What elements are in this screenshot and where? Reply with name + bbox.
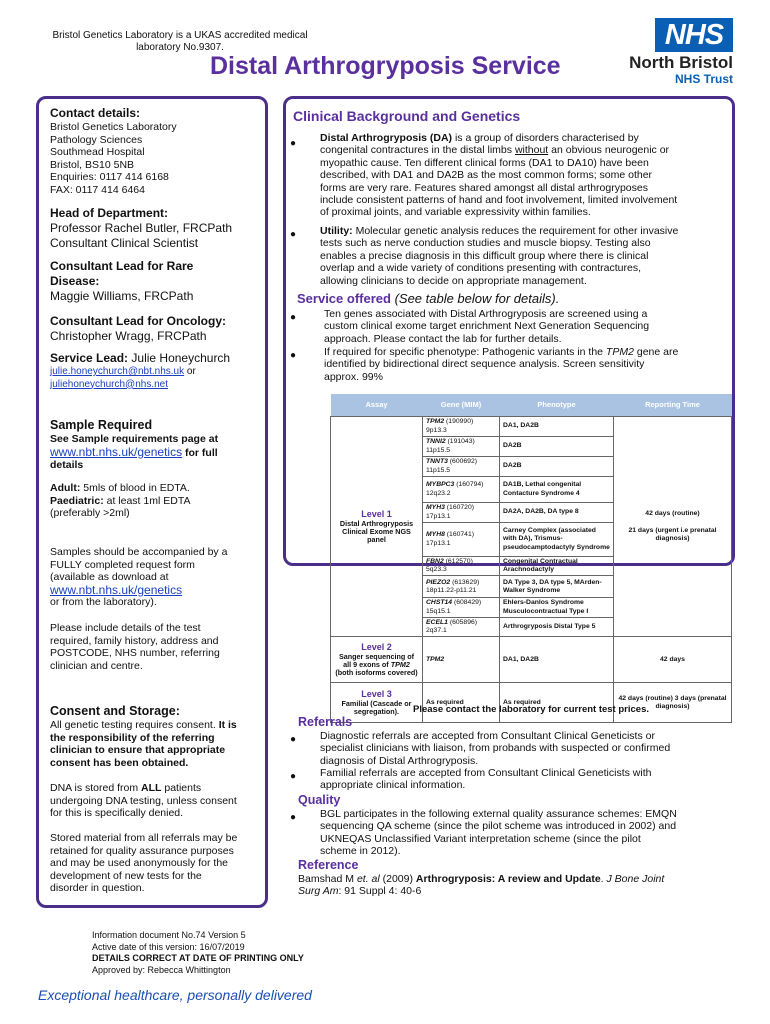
referrals-bullet-1 xyxy=(320,730,722,767)
ref-dot: . xyxy=(600,873,607,885)
da-line: myopathic cause. Ten different clinical forms (DA1 to DA10) have been xyxy=(320,156,649,169)
gene-mim: (605896) xyxy=(449,618,478,626)
accompanied-line: Samples should be accompanied by a xyxy=(50,546,228,558)
sample-link[interactable]: www.nbt.nhs.uk/genetics xyxy=(50,444,183,459)
da-line: include consistent patterns of hand and foot involvement, limited involvement xyxy=(320,194,678,207)
storage-section xyxy=(50,832,265,895)
referrals-line: diagnosis of Distal Arthrogryposis. xyxy=(320,754,479,767)
contact-line: Enquiries: 0117 414 6168 xyxy=(50,171,169,184)
gene-mim: (160741) xyxy=(446,531,474,539)
gene-name: FBN2 xyxy=(426,558,444,565)
referrals-bullet-2 xyxy=(320,767,722,792)
assay-table-wrapper xyxy=(330,394,732,723)
accompanied-section xyxy=(50,546,265,609)
contact-line: Bristol, BS10 5NB xyxy=(50,158,135,171)
footer xyxy=(92,930,304,976)
email-link-1[interactable]: julie.honeychurch@nbt.nhs.uk xyxy=(50,366,185,377)
utility-line: overlap and a wide variety of conditions presenting with contractures, xyxy=(320,262,642,275)
level1-time-cell xyxy=(614,417,732,637)
utility-term: Utility: xyxy=(320,225,353,237)
stored-line: Stored material from all referrals may be xyxy=(50,832,238,844)
gene-name: TPM2 xyxy=(426,418,445,426)
contact-line: Pathology Sciences xyxy=(50,133,143,146)
approved-by: Approved by: Rebecca Whittington xyxy=(92,964,231,975)
reference-text xyxy=(298,873,728,898)
table-header: Reporting Time xyxy=(614,394,732,417)
include-line: clinician and centre. xyxy=(50,659,143,672)
table-header: Assay xyxy=(331,394,423,417)
stored-line: disorder in question. xyxy=(50,882,145,895)
ref-year: (2009) xyxy=(379,873,416,885)
dna-post: patients xyxy=(164,782,202,794)
gene-locus: 11p15.5 xyxy=(426,446,451,454)
stored-line: development of new tests for the xyxy=(50,869,202,882)
adult-text: 5mls of blood in EDTA. xyxy=(83,482,190,494)
gene-cell xyxy=(423,557,500,576)
email-or: or xyxy=(186,366,196,377)
gene-locus: 2q37.1 xyxy=(426,627,447,635)
service-line: custom clinical exome target enrichment Next Generation Sequencing xyxy=(324,320,650,333)
onc-name: Christopher Wragg, FRCPath xyxy=(50,329,207,343)
phenotype-cell: As required xyxy=(500,683,614,723)
da-underlined: without xyxy=(514,144,549,157)
referrals-line: specialist clinicians with liaison, from probands with suspected or confirmed xyxy=(320,742,671,755)
gene-cell xyxy=(423,477,500,503)
bullet-icon: ● xyxy=(290,812,297,823)
oncology-lead xyxy=(50,314,265,344)
paed-label: Paediatric: xyxy=(50,494,104,507)
utility-line: enables a precise diagnosis in this difficult group where there is clinical xyxy=(320,249,649,262)
gene-mim: (613629) xyxy=(452,578,480,586)
gene-name: MYH3 xyxy=(426,504,445,512)
da-text: congenital contractures in the distal limbs xyxy=(320,144,515,157)
bullet-icon: ● xyxy=(290,138,297,149)
utility-line: allowing clinicians to decide on appropriate management. xyxy=(320,274,587,287)
sample-for: for full xyxy=(185,446,218,459)
da-paragraph xyxy=(320,132,720,219)
accompanied-line: FULLY completed request form xyxy=(50,558,195,571)
service-line: approx. 99% xyxy=(324,370,383,383)
service-line: Ten genes associated with Distal Arthrogryposis are screened using a xyxy=(324,308,648,320)
table-row xyxy=(331,417,732,437)
gene-name: PIEZO2 xyxy=(426,578,451,586)
prices-note: Please contact the laboratory for current test prices. xyxy=(413,704,649,715)
accreditation-text: Bristol Genetics Laboratory is a UKAS accredited medical laboratory No.9307. xyxy=(52,30,308,53)
phenotype-cell: DA2A, DA2B, DA type 8 xyxy=(500,503,614,523)
contact-line: Bristol Genetics Laboratory xyxy=(50,121,177,133)
service-text: gene are xyxy=(633,346,679,358)
consent-line: the responsibility of the referring xyxy=(50,731,215,744)
quality-line: BGL participates in the following external quality assurance schemes: EMQN xyxy=(320,808,677,820)
head-role: Consultant Clinical Scientist xyxy=(50,236,199,250)
service-text: If required for specific phenotype: Pathogenic variants in the xyxy=(324,346,606,358)
ref-journal: Surg Am xyxy=(298,885,339,898)
phenotype-cell: DA1, DA2B xyxy=(500,637,614,683)
assay-table xyxy=(330,394,732,723)
gene-locus: 11p15.5 xyxy=(426,466,451,474)
include-line: required, family history, address and xyxy=(50,634,219,647)
table-header: Gene (MIM) xyxy=(423,394,500,417)
gene-name: TNNT3 xyxy=(426,458,448,466)
quality-line: UKNEQAS Unclassified Variant interpretation scheme (since the pilot xyxy=(320,832,641,845)
da-line: described, with DA1 and DA2B as the most common forms; some other xyxy=(320,169,653,182)
dna-line: for this is specifically denied. xyxy=(50,807,184,820)
gene-mim: (160720) xyxy=(446,504,474,512)
paed-text: at least 1ml EDTA xyxy=(106,494,191,507)
quality-line: scheme in 2012). xyxy=(320,845,401,858)
utility-line: tests such as nerve conduction studies and muscle biopsy. Testing also xyxy=(320,237,651,250)
gene-locus: 18p11.22-p11.21 xyxy=(426,586,477,594)
ref-author: Bamshad M xyxy=(298,873,357,885)
level1-time: 42 days (routine) xyxy=(645,510,700,518)
rare-heading-2: Disease: xyxy=(50,274,100,288)
dna-section xyxy=(50,782,265,820)
sample-heading: Sample Required xyxy=(50,418,153,432)
accompanied-line: (available as download at xyxy=(50,571,169,584)
level1-title: Level 1 xyxy=(361,508,392,519)
ref-journal: J Bone Joint xyxy=(606,873,665,885)
da-line: forms are very rare. Features shared amongst all distal arthrogryposes xyxy=(320,181,648,194)
gene-mim: (608429) xyxy=(453,599,482,607)
nhs-logo: NHS xyxy=(655,18,733,52)
stored-line: retained for quality assurance purposes xyxy=(50,844,234,857)
download-link[interactable]: www.nbt.nhs.uk/genetics xyxy=(50,582,183,597)
gene-cell xyxy=(423,417,500,437)
gene-cell: As required xyxy=(423,683,500,723)
level1-desc: Distal Arthrogryposis Clinical Exome NGS panel xyxy=(339,518,414,545)
quality-paragraph xyxy=(320,808,722,858)
dna-pre: DNA is stored from xyxy=(50,782,139,794)
bullet-icon: ● xyxy=(290,350,297,361)
slogan: Exceptional healthcare, personally delivered xyxy=(38,987,312,1003)
da-line: of proximal joints, and variable expressivity within families. xyxy=(320,206,591,219)
contact-section xyxy=(50,106,265,197)
phenotype-cell: Ehlers-Danlos Syndrome Musculocontractual Type I xyxy=(500,598,614,617)
ref-title: Arthrogryposis: A review and Update xyxy=(415,873,601,885)
gene-name: TNNI2 xyxy=(426,438,446,446)
referrals-line: appropriate clinical information. xyxy=(320,779,466,792)
consent-section xyxy=(50,704,265,769)
phenotype-cell: DA2B xyxy=(500,437,614,457)
gene-cell: TPM2 xyxy=(423,637,500,683)
head-name: Professor Rachel Butler, FRCPath xyxy=(50,221,233,235)
gene-locus: 5q23.3 xyxy=(426,566,447,574)
email-link-2[interactable]: juliehoneychurch@nhs.net xyxy=(50,378,169,390)
table-header: Phenotype xyxy=(500,394,614,417)
service-bullet-2 xyxy=(324,346,720,383)
service-lead xyxy=(50,351,265,391)
referrals-line: Diagnostic referrals are accepted from Consultant Clinical Geneticists or xyxy=(320,730,655,742)
gene-mim: (160794) xyxy=(456,481,484,489)
clinical-heading: Clinical Background and Genetics xyxy=(293,108,521,124)
include-line: Please include details of the test xyxy=(50,622,201,634)
gene-cell xyxy=(423,523,500,557)
head-heading: Head of Department: xyxy=(50,206,169,220)
dna-all: ALL xyxy=(141,782,162,794)
service-subheading: (See table below for details). xyxy=(394,291,560,306)
gene-locus: 17p13.1 xyxy=(426,512,451,520)
level3-time: 42 days (routine) 3 days (prenatal diagnosis) xyxy=(614,683,732,723)
page-title: Distal Arthrogryposis Service xyxy=(210,52,561,80)
head-of-department xyxy=(50,206,265,251)
level2-gene-ref: TPM2 xyxy=(390,660,410,670)
gene-cell xyxy=(423,457,500,477)
level2-desc: (both isoforms covered) xyxy=(335,668,418,678)
consent-line: consent has been obtained. xyxy=(50,756,189,769)
service-line: approach. Please contact the lab for further details. xyxy=(324,332,562,345)
active-date: Active date of this version: 16/07/2019 xyxy=(92,941,245,952)
from-lab: or from the laboratory). xyxy=(50,596,157,609)
contact-heading: Contact details: xyxy=(50,106,141,120)
reference-heading: Reference xyxy=(298,858,359,872)
include-section xyxy=(50,622,265,672)
contact-line: FAX: 0117 414 6464 xyxy=(50,183,145,196)
phenotype-cell: Congenital Contractual Arachnodactyly xyxy=(500,557,614,576)
sample-section xyxy=(50,418,265,472)
referrals-line: Familial referrals are accepted from Consultant Clinical Geneticists with xyxy=(320,767,652,779)
bullet-icon: ● xyxy=(290,771,297,782)
org-name: North Bristol xyxy=(629,53,733,72)
gene-cell xyxy=(423,576,500,598)
correct-notice: DETAILS CORRECT AT DATE OF PRINTING ONLY xyxy=(92,953,304,963)
utility-paragraph xyxy=(320,225,720,287)
phenotype-cell: DA1, DA2B xyxy=(500,417,614,437)
phenotype-cell: DA2B xyxy=(500,457,614,477)
sample-volumes xyxy=(50,482,265,520)
gene-name: ECEL1 xyxy=(426,618,448,626)
gene-cell xyxy=(423,598,500,617)
gene-locus: 15q15.1 xyxy=(426,607,451,615)
level2-title: Level 2 xyxy=(361,641,392,652)
gene-cell xyxy=(423,617,500,636)
consent-bold: It is xyxy=(218,719,237,731)
ref-volume: : 91 Suppl 4: 40-6 xyxy=(338,885,422,898)
adult-label: Adult: xyxy=(50,482,81,494)
gene-mim: (612570) xyxy=(445,558,473,565)
contact-line: Southmead Hospital xyxy=(50,146,145,159)
service-gene: TPM2 xyxy=(605,346,634,358)
consent-pre: All genetic testing requires consent. xyxy=(50,719,216,731)
utility-text: Molecular genetic analysis reduces the requirement for other invasive xyxy=(352,225,679,237)
level2-time: 42 days xyxy=(614,637,732,683)
referrals-heading: Referrals xyxy=(298,715,353,729)
gene-mim: (191043) xyxy=(447,438,475,446)
phenotype-cell: Arthrogryposis Distal Type 5 xyxy=(500,617,614,636)
include-line: POSTCODE, NHS number, referring xyxy=(50,647,220,660)
level2-desc: Sanger sequencing of all 9 exons of xyxy=(338,651,415,670)
doc-number: Information document No.74 Version 5 xyxy=(92,930,246,940)
table-row xyxy=(331,683,732,723)
gene-locus: 17p13.1 xyxy=(426,539,451,547)
level2-cell xyxy=(331,637,423,683)
gene-locus: 12q23.2 xyxy=(426,489,451,497)
bullet-icon: ● xyxy=(290,229,297,240)
service-bullet-1 xyxy=(324,308,720,345)
consent-heading: Consent and Storage: xyxy=(50,704,180,718)
service-lead-name: Julie Honeychurch xyxy=(131,351,231,365)
sample-details: details xyxy=(50,459,84,472)
service-heading-row xyxy=(297,291,559,306)
paed-text-2: (preferably >2ml) xyxy=(50,507,130,520)
phenotype-cell: Carney Complex (associated with DA), Trismus-pseudocamptodactyly Syndrome xyxy=(500,523,614,557)
level3-title: Level 3 xyxy=(361,689,392,700)
phenotype-cell: DA Type 3, DA type 5, MArden-Walker Syndrome xyxy=(500,576,614,598)
level1-cell xyxy=(331,417,423,637)
rare-name: Maggie Williams, FRCPath xyxy=(50,289,194,303)
phenotype-cell: DA1B, Lethal congenital Contacture Syndrome 4 xyxy=(500,477,614,503)
bullet-icon: ● xyxy=(290,312,297,323)
da-text: an obvious neurogenic or xyxy=(548,144,670,157)
gene-mim: (190990) xyxy=(446,418,474,426)
rare-heading: Consultant Lead for Rare xyxy=(50,259,194,273)
consent-line: clinician to ensure that appropriate xyxy=(50,744,226,757)
dna-line: undergoing DNA testing, unless consent xyxy=(50,794,237,807)
gene-name: MYH8 xyxy=(426,531,445,539)
rare-disease-lead xyxy=(50,259,265,304)
service-heading: Service offered xyxy=(297,291,391,306)
gene-name: MYBPC3 xyxy=(426,481,455,489)
table-row xyxy=(331,637,732,683)
gene-cell xyxy=(423,437,500,457)
gene-cell xyxy=(423,503,500,523)
sample-see: See Sample requirements page at xyxy=(50,433,219,445)
gene-mim: (600692) xyxy=(449,458,478,466)
ref-etal: et. al xyxy=(356,873,380,885)
level1-time-urgent: 21 days (urgent i.e prenatal diagnosis) xyxy=(628,526,717,542)
org-trust: NHS Trust xyxy=(674,72,733,86)
onc-heading: Consultant Lead for Oncology: xyxy=(50,314,226,328)
quality-line: sequencing QA scheme (since the pilot scheme was introduced in 2002) and xyxy=(320,820,677,833)
stored-line: and may be used anonymously for the xyxy=(50,857,229,870)
level3-desc: Familial (Cascade or segregation). xyxy=(341,699,412,717)
bullet-icon: ● xyxy=(290,734,297,745)
quality-heading: Quality xyxy=(298,793,341,807)
service-line: identified by bidirectional direct sequence analysis. Screen sensitivity xyxy=(324,358,645,371)
gene-name: CHST14 xyxy=(426,599,453,607)
da-term: Distal Arthrogryposis (DA) xyxy=(320,132,453,144)
da-text: is a group of disorders characterised by xyxy=(452,132,639,144)
gene-locus: 9p13.3 xyxy=(426,426,447,434)
service-lead-label: Service Lead: xyxy=(50,351,129,365)
